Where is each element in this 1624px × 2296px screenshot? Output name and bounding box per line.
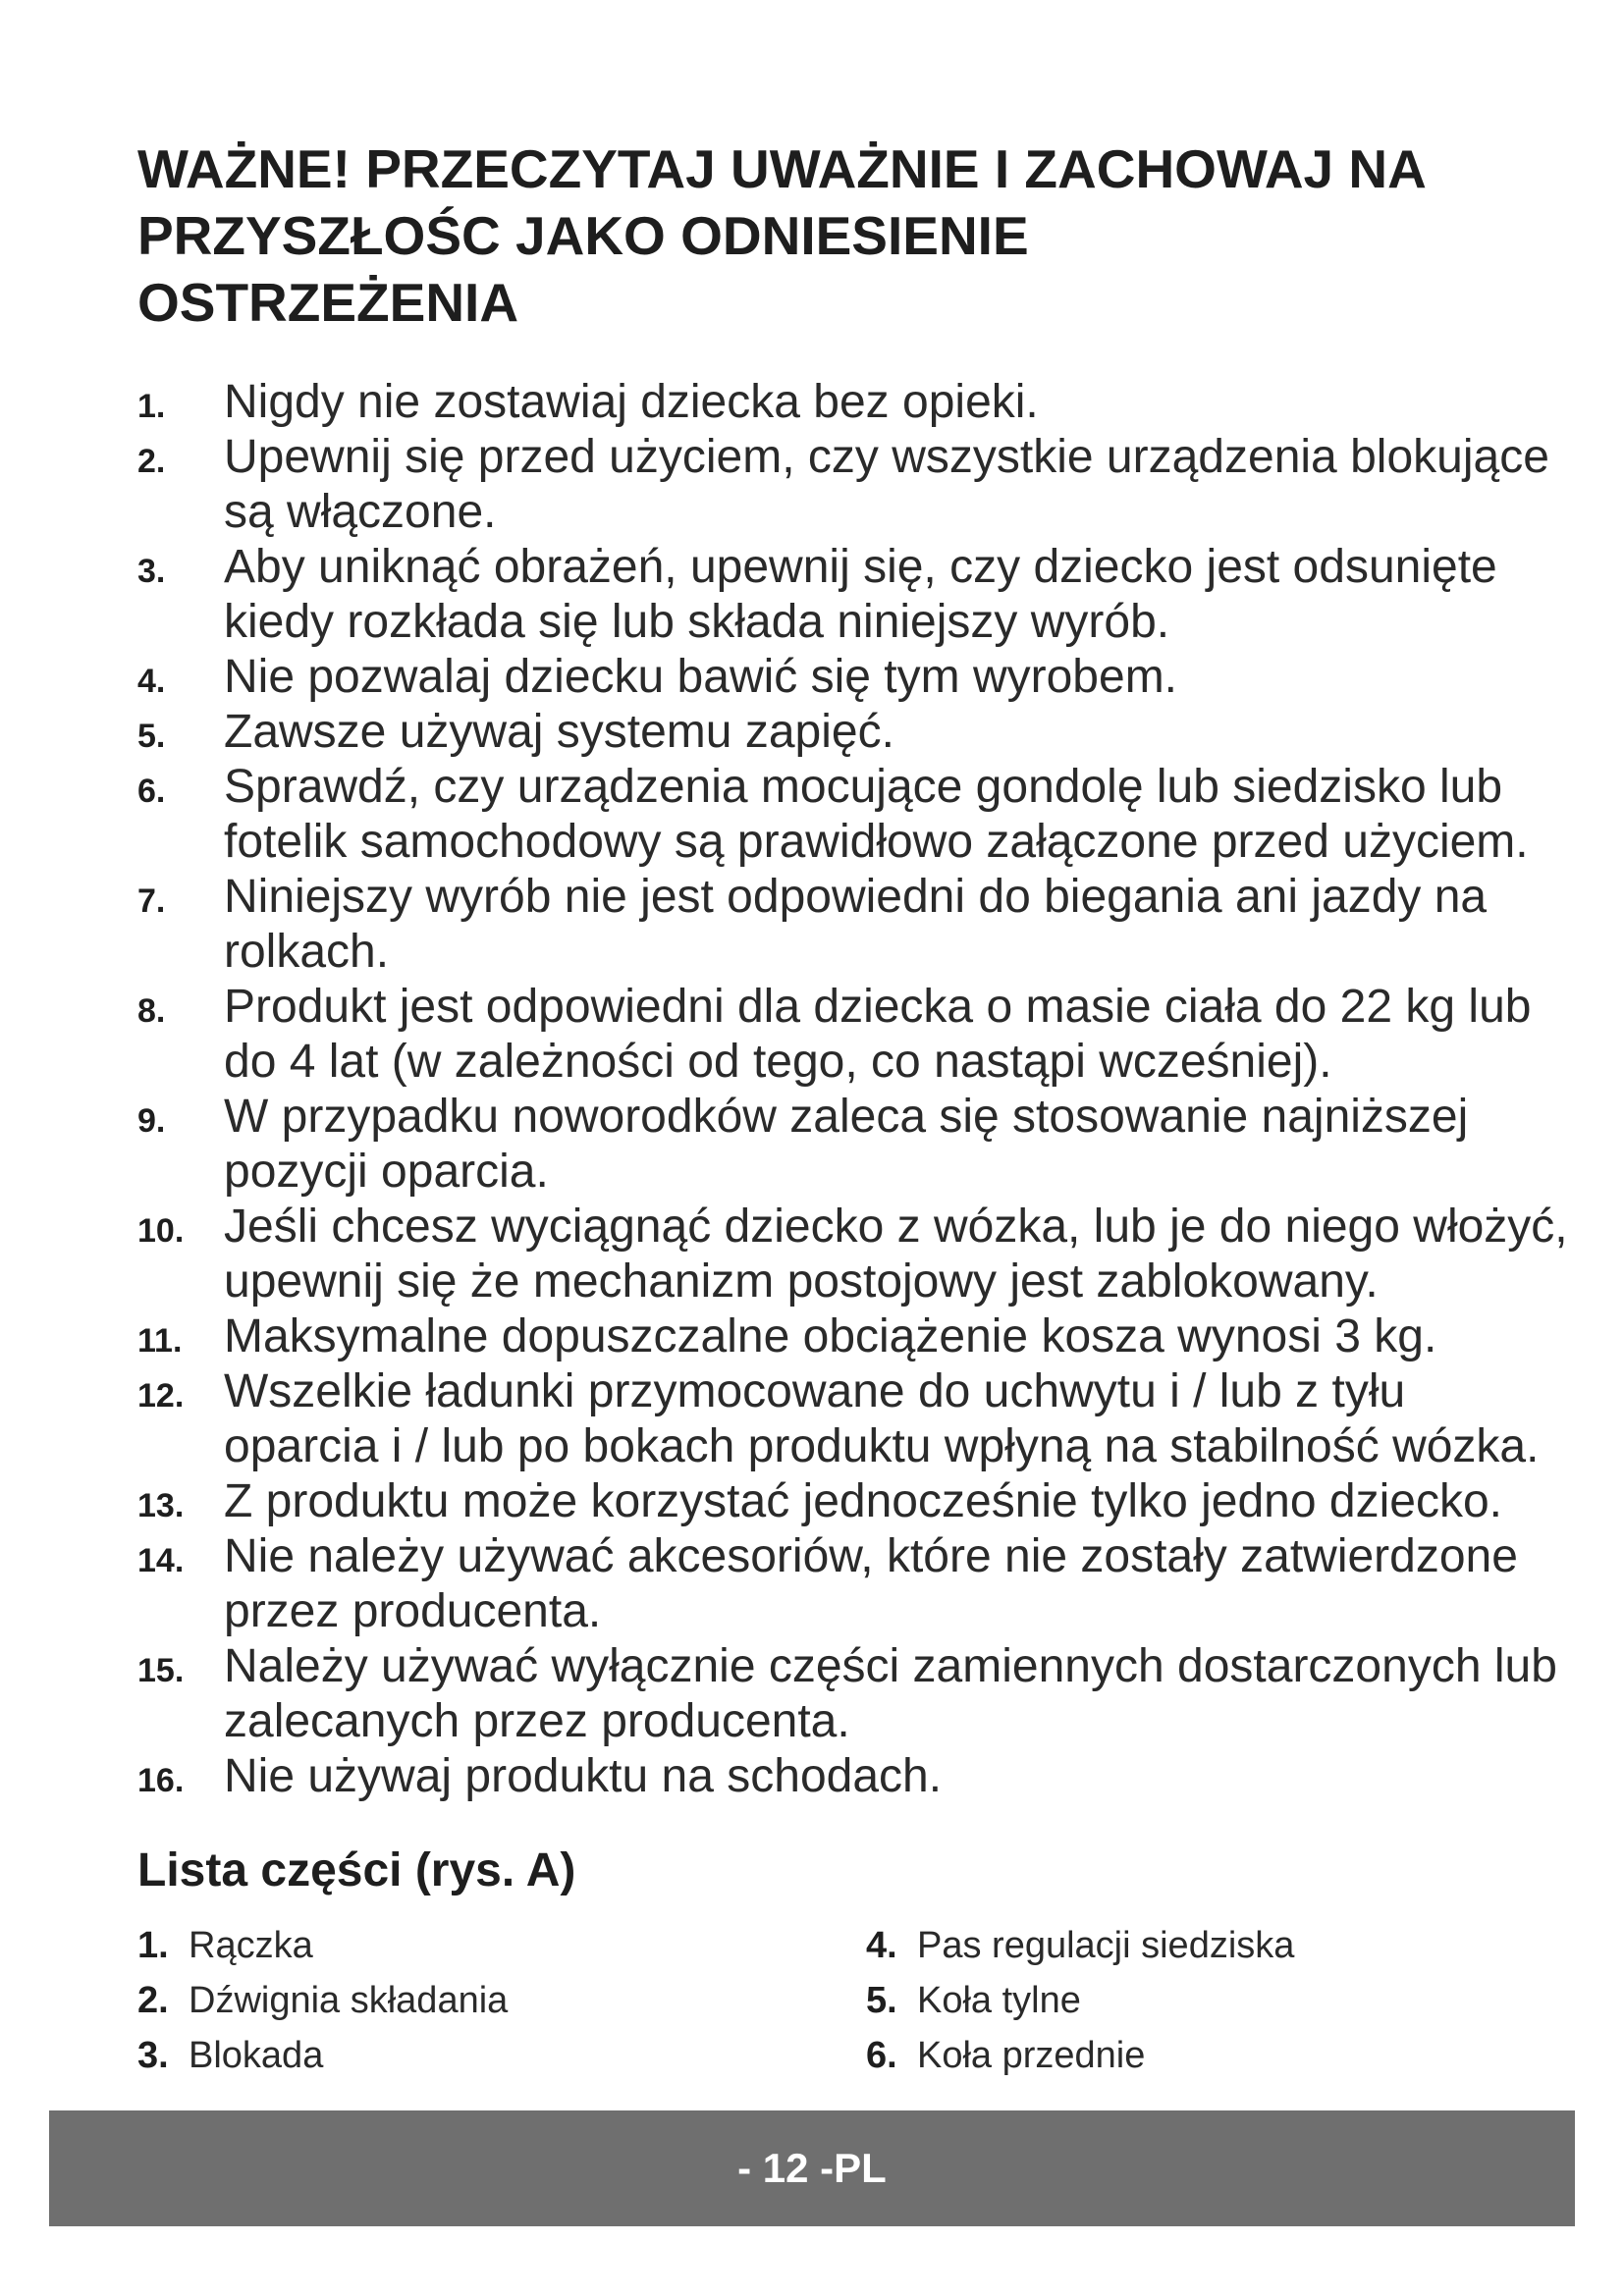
warning-text: Upewnij się przed użyciem, czy wszystkie urządzenia blokujące są włączone. [224, 431, 1549, 538]
warning-text: Maksymalne dopuszczalne obciążenie kosza wynosi 3 kg. [224, 1310, 1437, 1362]
part-number: 5. [866, 1980, 897, 2021]
part-number: 4. [866, 1925, 897, 1966]
part-item [137, 1973, 508, 2028]
warning-text: Należy używać wyłącznie części zamiennych dostarczonych lub zalecanych przez producenta. [224, 1640, 1557, 1747]
warning-item [137, 1474, 1571, 1529]
parts-list-column-2 [866, 1918, 1294, 2083]
warning-number: 8. [137, 992, 166, 1030]
heading-line-1: WAŻNE! PRZECZYTAJ UWAŻNIE I ZACHOWAJ NA [137, 138, 1427, 199]
page-number: - 12 -PL [737, 2145, 887, 2191]
warning-item [137, 1639, 1571, 1749]
warning-number: 12. [137, 1377, 185, 1415]
warning-text: Niniejszy wyrób nie jest odpowiedni do biegania ani jazdy na rolkach. [224, 871, 1488, 978]
part-number: 6. [866, 2035, 897, 2076]
warning-number: 9. [137, 1102, 166, 1140]
page-heading [137, 135, 1532, 336]
warning-item [137, 375, 1571, 430]
warning-number: 15. [137, 1652, 185, 1689]
warning-item [137, 760, 1571, 870]
warning-text: Aby uniknąć obrażeń, upewnij się, czy dziecko jest odsunięte kiedy rozkłada się lub składa niniejszy wyrób. [224, 541, 1497, 648]
warning-item [137, 1309, 1571, 1364]
warning-text: Sprawdź, czy urządzenia mocujące gondolę lub siedzisko lub fotelik samochodowy są prawidłowo załączone przed użyciem. [224, 761, 1529, 868]
parts-list-column-1 [137, 1918, 508, 2083]
warning-number: 3. [137, 553, 166, 590]
parts-list-title: Lista części (rys. A) [137, 1844, 576, 1896]
warning-number: 16. [137, 1762, 185, 1799]
warning-item [137, 650, 1571, 705]
warning-number: 10. [137, 1212, 185, 1250]
part-number: 1. [137, 1925, 169, 1966]
heading-line-2: PRZYSZŁOŚC JAKO ODNIESIENIE [137, 205, 1029, 266]
part-label: Pas regulacji siedziska [917, 1925, 1295, 1966]
part-item [866, 1918, 1294, 1973]
warning-item [137, 1200, 1571, 1309]
warning-item [137, 980, 1571, 1090]
warning-text: Zawsze używaj systemu zapięć. [224, 706, 894, 758]
warning-text: Nie pozwalaj dziecku bawić się tym wyrobem. [224, 651, 1178, 703]
part-item [866, 2028, 1294, 2083]
warning-text: W przypadku noworodków zaleca się stosowanie najniższej pozycji oparcia. [224, 1091, 1469, 1198]
warning-number: 11. [137, 1322, 183, 1360]
part-number: 3. [137, 2035, 169, 2076]
warning-number: 13. [137, 1487, 185, 1524]
part-label: Koła tylne [917, 1980, 1081, 2021]
part-label: Koła przednie [917, 2035, 1146, 2076]
warning-number: 1. [137, 388, 166, 425]
warning-number: 7. [137, 882, 166, 920]
warning-text: Nie używaj produktu na schodach. [224, 1750, 943, 1802]
warning-item [137, 870, 1571, 980]
warning-text: Nigdy nie zostawiaj dziecka bez opieki. [224, 376, 1039, 428]
warning-text: Z produktu może korzystać jednocześnie tylko jedno dziecko. [224, 1475, 1502, 1527]
warning-item [137, 540, 1571, 650]
warning-item [137, 1529, 1571, 1639]
warning-item [137, 705, 1571, 760]
warning-item [137, 430, 1571, 540]
part-item [866, 1973, 1294, 2028]
warning-number: 2. [137, 443, 166, 480]
warning-item [137, 1749, 1571, 1804]
warnings-list [137, 375, 1571, 1804]
part-item [137, 1918, 508, 1973]
warning-number: 14. [137, 1542, 185, 1579]
warning-number: 4. [137, 663, 166, 700]
part-label: Rączka [189, 1925, 313, 1966]
warning-item [137, 1364, 1571, 1474]
warning-number: 5. [137, 718, 166, 755]
part-label: Dźwignia składania [189, 1980, 509, 2021]
warning-number: 6. [137, 773, 166, 810]
part-number: 2. [137, 1980, 169, 2021]
warning-item [137, 1090, 1571, 1200]
part-item [137, 2028, 508, 2083]
part-label: Blokada [189, 2035, 324, 2076]
warning-text: Jeśli chcesz wyciągnąć dziecko z wózka, lub je do niego włożyć, upewnij się że mechanizm postojowy jest zablokowany. [224, 1201, 1568, 1308]
warning-text: Wszelkie ładunki przymocowane do uchwytu i / lub z tyłu oparcia i / lub po bokach produktu wpłyną na stabilność wózka. [224, 1365, 1540, 1472]
heading-line-3: OSTRZEŻENIA [137, 272, 519, 333]
page-footer-bar [49, 2110, 1575, 2226]
warning-text: Nie należy używać akcesoriów, które nie zostały zatwierdzone przez producenta. [224, 1530, 1518, 1637]
warning-text: Produkt jest odpowiedni dla dziecka o masie ciała do 22 kg lub do 4 lat (w zależności od tego, co nastąpi wcześniej). [224, 981, 1532, 1088]
